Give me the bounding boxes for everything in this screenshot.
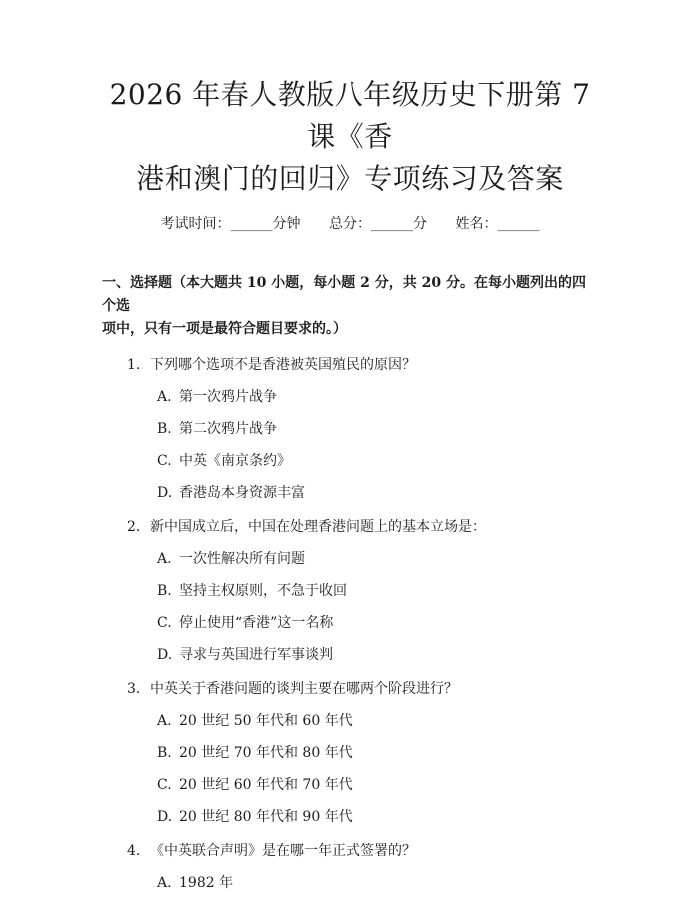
question-number: 2. <box>127 519 141 535</box>
exam-time-field: 考试时间：______分钟 <box>160 216 301 232</box>
option-list <box>102 873 598 893</box>
option-c <box>157 451 598 471</box>
option-text: 香港岛本身资源丰富 <box>179 485 305 501</box>
option-text: 停止使用“香港”这一名称 <box>179 615 334 631</box>
section-heading-line-1: 一、选择题（本大题共 10 小题，每小题 2 分，共 20 分。在每小题列出的四个选 <box>102 275 586 314</box>
section-heading <box>102 272 598 341</box>
document-title <box>102 0 598 200</box>
option-list <box>102 711 598 827</box>
student-name-field: 姓名：______ <box>455 216 540 232</box>
option-text: 20 世纪 50 年代和 60 年代 <box>179 713 353 729</box>
question-1 <box>102 355 598 503</box>
question-text: 新中国成立后，中国在处理香港问题上的基本立场是： <box>150 519 486 535</box>
option-letter: C. <box>157 453 172 469</box>
option-letter: D. <box>157 809 173 825</box>
option-a <box>157 549 598 569</box>
question-text: 下列哪个选项不是香港被英国殖民的原因？ <box>150 357 416 373</box>
question-stem <box>127 679 598 699</box>
option-letter: A. <box>157 875 172 891</box>
option-text: 1982 年 <box>179 875 234 891</box>
option-c <box>157 613 598 633</box>
option-letter: B. <box>157 745 172 761</box>
option-b <box>157 581 598 601</box>
total-score-field: 总分：______分 <box>329 216 427 232</box>
option-text: 坚持主权原则，不急于收回 <box>179 583 347 599</box>
question-number: 4. <box>127 843 141 859</box>
option-text: 第一次鸦片战争 <box>179 389 277 405</box>
option-letter: A. <box>157 713 172 729</box>
question-number: 3. <box>127 681 141 697</box>
option-letter: C. <box>157 615 172 631</box>
option-d <box>157 483 598 503</box>
question-text: 《中英联合声明》是在哪一年正式签署的？ <box>150 843 416 859</box>
option-a <box>157 873 598 893</box>
option-letter: D. <box>157 485 173 501</box>
option-text: 寻求与英国进行军事谈判 <box>179 647 333 663</box>
exam-info <box>102 214 598 234</box>
option-a <box>157 387 598 407</box>
option-letter: B. <box>157 421 172 437</box>
option-letter: D. <box>157 647 173 663</box>
option-text: 一次性解决所有问题 <box>179 551 305 567</box>
option-text: 20 世纪 60 年代和 70 年代 <box>179 777 353 793</box>
question-4 <box>102 841 598 893</box>
option-text: 第二次鸦片战争 <box>179 421 277 437</box>
question-number: 1. <box>127 357 141 373</box>
question-3 <box>102 679 598 827</box>
section-heading-line-2: 项中，只有一项是最符合题目要求的。） <box>102 321 347 337</box>
option-letter: A. <box>157 389 172 405</box>
option-b <box>157 419 598 439</box>
option-text: 20 世纪 70 年代和 80 年代 <box>179 745 353 761</box>
option-list <box>102 549 598 665</box>
option-letter: C. <box>157 777 172 793</box>
option-b <box>157 743 598 763</box>
option-c <box>157 775 598 795</box>
option-d <box>157 645 598 665</box>
option-text: 中英《南京条约》 <box>179 453 291 469</box>
option-letter: B. <box>157 583 172 599</box>
question-text: 中英关于香港问题的谈判主要在哪两个阶段进行？ <box>150 681 458 697</box>
option-letter: A. <box>157 551 172 567</box>
question-stem <box>127 355 598 375</box>
option-text: 20 世纪 80 年代和 90 年代 <box>179 809 353 825</box>
question-stem <box>127 841 598 861</box>
option-a <box>157 711 598 731</box>
title-line-1: 2026 年春人教版八年级历史下册第 7 课《香 <box>109 78 591 153</box>
question-2 <box>102 517 598 665</box>
option-d <box>157 807 598 827</box>
question-stem <box>127 517 598 537</box>
option-list <box>102 387 598 503</box>
title-line-2: 港和澳门的回归》专项练习及答案 <box>136 162 564 195</box>
